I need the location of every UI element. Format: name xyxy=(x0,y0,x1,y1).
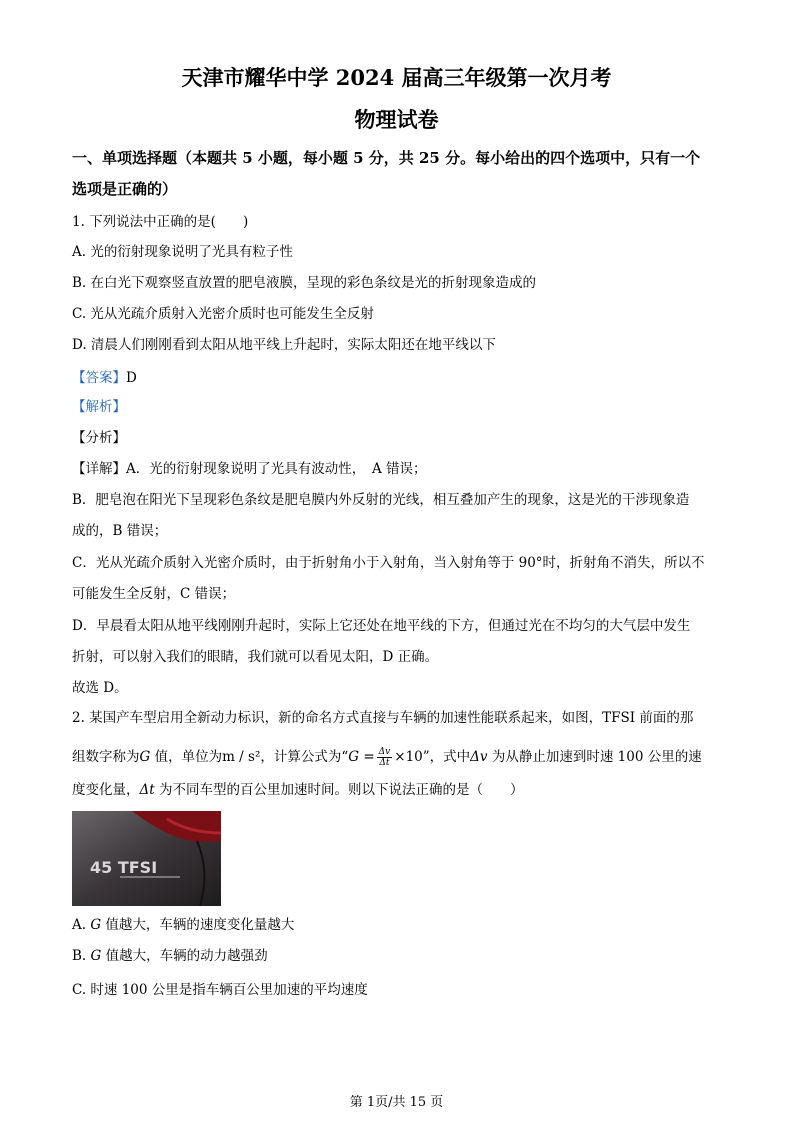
q2-line2-e: 为从静止加速到时速 100 公里的速 xyxy=(487,749,702,765)
q1-detail-b1: B．肥皂泡在阳光下呈现彩色条纹是肥皂膜内外反射的光线，相互叠加产生的现象，这是光的干涉现象造 xyxy=(72,492,690,508)
detail-tag: 【详解】 xyxy=(72,461,126,477)
q2-line3-a: 度变化量， xyxy=(72,782,140,798)
q1-detail-b2: 成的，B 错误； xyxy=(72,523,168,539)
answer-value: D xyxy=(126,370,137,386)
page-title: 天津市耀华中学 2024 届高三年级第一次月考 xyxy=(181,65,612,90)
q1-detail-c1: C．光从光疏介质射入光密介质时，由于折射角小于入射角，当入射角等于 90°时，折射角不消失，所以不 xyxy=(72,555,705,571)
q1-option-c: C. 光从光疏介质射入光密介质时也可能发生全反射 xyxy=(72,306,374,322)
q1-conclusion: 故选 D。 xyxy=(72,680,128,696)
q2-line2-b: 值，单位为 xyxy=(150,749,223,765)
unit-text: m / s² xyxy=(222,749,261,765)
answer-tag: 【答案】 xyxy=(72,370,126,386)
q1-detail-a xyxy=(72,459,727,479)
section-heading-line1: 一、单项选择题（本题共 5 小题，每小题 5 分，共 25 分。每小给出的四个选项中，只有一个 xyxy=(72,149,701,167)
formula-fraction xyxy=(377,747,393,768)
q2-option-a-text: 值越大，车辆的速度变化量越大 xyxy=(101,917,295,933)
q1-option-b: B. 在白光下观察竖直放置的肥皂液膜，呈现的彩色条纹是光的折射现象造成的 xyxy=(72,275,537,291)
q2-line1: 2. 某国产车型启用全新动力标识，新的命名方式直接与车辆的加速性能联系起来，如图，TFSI 前面的那 xyxy=(72,710,694,726)
q1-detail-d1: D．早晨看太阳从地平线刚刚升起时，实际上它还处在地平线的下方，但通过光在不均匀的大气层中发生 xyxy=(72,618,691,634)
q2-option-b-label: B. xyxy=(72,948,91,964)
symbol-g: G xyxy=(90,948,102,964)
formula-rhs: ×10 xyxy=(394,749,423,765)
fraction-denominator: Δt xyxy=(379,758,390,768)
symbol-dv: Δv xyxy=(470,749,488,765)
car-badge-illustration xyxy=(72,811,221,906)
symbol-g: G xyxy=(90,917,102,933)
symbol-dt: Δt xyxy=(139,782,155,798)
q1-detail-c2: 可能发生全反射，C 错误； xyxy=(72,586,236,602)
q2-line3-b: 为不同车型的百公里加速时间。则以下说法正确的是（ ） xyxy=(154,782,524,798)
q1-detail-d2: 折射，可以射入我们的眼睛，我们就可以看见太阳，D 正确。 xyxy=(72,649,439,665)
page-subtitle: 物理试卷 xyxy=(354,107,439,132)
q2-option-a xyxy=(72,915,727,935)
fraction-numerator: Δv xyxy=(378,747,391,757)
q1-option-d: D. 清晨人们刚刚看到太阳从地平线上升起时，实际太阳还在地平线以下 xyxy=(72,337,496,353)
q2-option-b-text: 值越大，车辆的动力越强劲 xyxy=(101,948,268,964)
car-badge-photo xyxy=(72,811,221,906)
section-heading-line2: 选项是正确的） xyxy=(72,180,178,198)
fenxi-tag: 【分析】 xyxy=(72,430,126,446)
q2-line3 xyxy=(72,780,727,800)
q1-option-a: A. 光的衍射现象说明了光具有粒子性 xyxy=(72,244,293,260)
q2-line2-a: 组数字称为 xyxy=(72,749,140,765)
q1-answer xyxy=(72,368,727,388)
analysis-tag: 【解析】 xyxy=(72,399,126,415)
photo-badge-text: 45 TFSI xyxy=(90,858,158,877)
page-footer: 第 1页/共 15 页 xyxy=(349,1095,444,1110)
formula-lhs: G = xyxy=(348,749,375,765)
symbol-g: G xyxy=(139,749,151,765)
q2-option-a-label: A. xyxy=(72,917,91,933)
q2-line2-d: ”，式中 xyxy=(422,749,471,765)
q2-line2-c: ，计算公式为“ xyxy=(260,749,349,765)
detail-a-text: A．光的衍射现象说明了光具有波动性， A 错误； xyxy=(126,461,427,477)
q2-option-c: C. 时速 100 公里是指车辆百公里加速的平均速度 xyxy=(72,982,368,998)
q2-option-b xyxy=(72,946,727,966)
q2-line2 xyxy=(72,747,727,768)
q1-stem: 1. 下列说法中正确的是( ) xyxy=(72,214,249,230)
